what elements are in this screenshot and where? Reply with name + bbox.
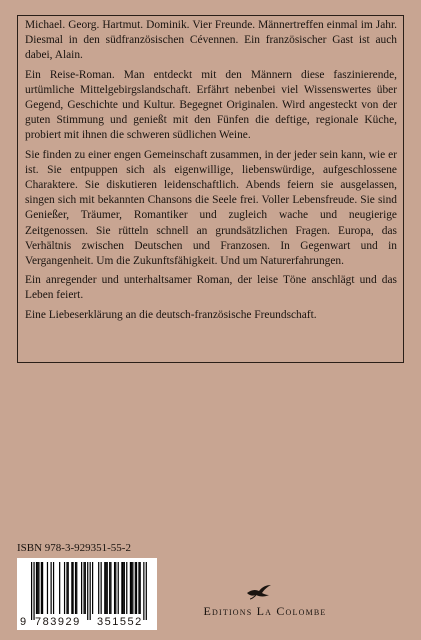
barcode (17, 558, 157, 630)
barcode-guard-bar (33, 562, 34, 620)
barcode-bar (101, 562, 102, 614)
barcode-left-digits: 783929 (35, 616, 81, 628)
barcode-bar (81, 562, 82, 614)
barcode-bar (36, 562, 37, 614)
barcode-bar (51, 562, 52, 614)
blurb-paragraph-1: Michael. Georg. Hartmut. Dominik. Vier Freunde. Männertreffen einmal im Jahr. Diesmal in den südfranzösischen Cévennen. Ein französischer Gast ist auch dabei, Alain. (25, 19, 397, 62)
barcode-bar (135, 562, 136, 614)
barcode-bar (110, 562, 111, 614)
blurb-paragraph-3: Sie finden zu einer engen Gemeinschaft zusammen, in der jeder sein kann, wie er ist. Sie entpuppen sich als eigenwillige, liebenswürdige, aufgeschlossene Charaktere. Sie diskutieren leidenschaftlich. Abends feiern sie ausgelassen, singen sich mit bekannten Chansons die Seele frei. Voller Lebensfreude. Sie sind Genießer, Träumer, Romantiker und zugleich wache und neugierige Zeitgenossen. Sie rütteln schnell an grundsätzlichen Fragen. Europa, das Verhältnis zwischen Deutschen und Franzosen. In Gegenwart und in Vergangenheit. Um die Zukunftsfähigkeit. Und um Naturerfahrungen. (25, 148, 397, 268)
isbn-number: ISBN 978-3-929351-55-2 (17, 542, 131, 554)
barcode-bar (64, 562, 65, 614)
barcode-bar (104, 562, 105, 614)
barcode-bar (126, 562, 127, 614)
barcode-bar (92, 562, 93, 614)
barcode-guard-bar (143, 562, 144, 620)
barcode-bar (59, 562, 60, 614)
barcode-bar (138, 562, 139, 614)
barcode-bar (68, 562, 69, 614)
barcode-guard-bar (87, 562, 88, 620)
barcode-bar (131, 562, 132, 614)
barcode-bar (98, 562, 99, 614)
barcode-bar (41, 562, 42, 614)
barcode-guard-bar (90, 562, 91, 620)
barcode-bar (83, 562, 84, 614)
barcode-bar (38, 562, 39, 614)
blurb-paragraph-5: Eine Liebeserklärung an die deutsch-französische Freundschaft. (25, 308, 317, 321)
blurb-paragraph-2: Ein Reise-Roman. Man entdeckt mit den Männern diese faszinierende, urtümliche Mittelgebirgslandschaft. Erfährt nebenbei viel Wissenswertes über Gegend, Geschichte und Kultur. Begegnet Originalen. Wird angesteckt von der guten Stimmung und genießt mit den Fünfen die deftige, regionale Küche, probiert mit ihnen die schweren südlichen Weine. (25, 68, 397, 142)
dove-icon (245, 584, 273, 600)
barcode-bar (130, 562, 131, 614)
barcode-bar (47, 562, 48, 614)
barcode-guard-bar (31, 562, 32, 620)
barcode-bar (72, 562, 73, 614)
barcode-bar (121, 562, 122, 614)
barcode-bar (71, 562, 72, 614)
barcode-bar (115, 562, 116, 614)
barcode-bar (76, 562, 77, 614)
barcode-bar (136, 562, 137, 614)
barcode-bar (140, 562, 141, 614)
publisher-logo (180, 584, 350, 624)
barcode-first-digit: 9 (20, 616, 27, 628)
blurb-frame (17, 15, 404, 363)
barcode-bar (118, 562, 119, 614)
barcode-bar (75, 562, 76, 614)
barcode-bar (105, 562, 106, 614)
barcode-bar (109, 562, 110, 614)
publisher-name: Editions La Colombe (203, 604, 327, 618)
barcode-bar (124, 562, 125, 614)
barcode-guard-bar (146, 562, 147, 620)
barcode-bar (114, 562, 115, 614)
barcode-bar (132, 562, 133, 614)
barcode-bar (42, 562, 43, 614)
barcode-bar (37, 562, 38, 614)
barcode-right-digits: 351552 (97, 616, 143, 628)
barcode-bar (85, 562, 86, 614)
barcode-bar (123, 562, 124, 614)
barcode-bar (66, 562, 67, 614)
barcode-bar (107, 562, 108, 614)
blurb-paragraph-4: Ein anregender und unterhaltsamer Roman, der leise Töne anschlägt und das Leben feiert. (25, 274, 397, 302)
barcode-bar (53, 562, 54, 614)
